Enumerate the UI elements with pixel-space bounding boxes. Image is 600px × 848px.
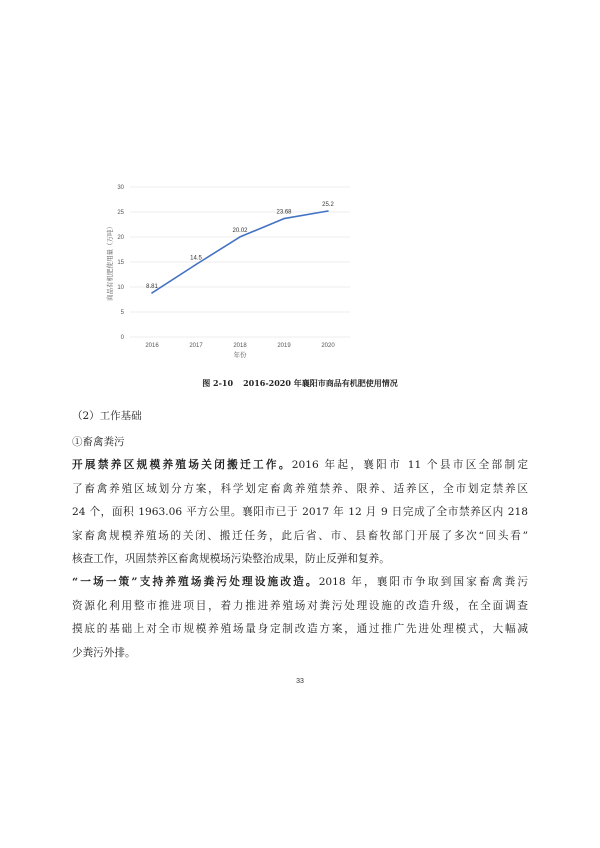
y-tick-label: 0 <box>120 335 124 341</box>
data-label: 25.2 <box>322 202 334 208</box>
paragraph-2-lead: “一场一策”支持养殖场粪污处理设施改造。 <box>72 576 319 588</box>
y-axis-label: 商品有机肥使用量（万吨） <box>106 223 114 301</box>
section-heading: （2）工作基础 <box>72 410 142 422</box>
x-tick-label: 2018 <box>233 343 247 349</box>
chart-svg <box>105 178 355 366</box>
paragraph-2 <box>72 571 528 665</box>
figure-title: 2016-2020 年襄阳市商品有机肥使用情况 <box>243 378 398 388</box>
y-tick-label: 20 <box>117 235 124 241</box>
paragraph-2-text: 2018 年，襄阳市争取到国家畜禽粪污 <box>318 576 528 588</box>
data-point <box>283 218 285 220</box>
paragraph-2-line-2: 资源化利用整市推进项目，着力推进养殖场对粪污处理设施的改造升级，在全面调查 <box>72 599 528 612</box>
line-chart <box>105 178 355 366</box>
data-label: 14.5 <box>190 255 202 262</box>
paragraph-1-line-1 <box>72 454 528 478</box>
paragraph-1 <box>72 454 528 572</box>
y-tick-label: 30 <box>117 185 124 191</box>
data-label: 23.68 <box>276 209 292 216</box>
paragraph-1-line-5: 核查工作，巩固禁养区畜禽规模场污染整治成果，防止反弹和复养。 <box>72 553 390 565</box>
data-label: 20.02 <box>232 227 248 234</box>
x-tick-label: 2016 <box>145 343 159 349</box>
paragraph-2-line-4: 少粪污外排。 <box>72 646 136 659</box>
subsection-heading: ①畜禽粪污 <box>72 436 125 448</box>
y-tick-label: 25 <box>117 210 124 216</box>
paragraph-1-line-4: 家畜禽规模养殖场的关闭、搬迁任务，此后省、市、县畜牧部门开展了多次“回头看” <box>72 529 528 542</box>
data-point <box>195 264 197 266</box>
paragraph-2-line-1 <box>72 571 528 595</box>
paragraph-1-text: 2016 年起，襄阳市 11 个县市区全部制定 <box>291 459 529 471</box>
paragraph-1-line-2: 了畜禽养殖区域划分方案，科学划定畜禽养殖禁养、限养、适养区，全市划定禁养区 <box>72 482 528 495</box>
x-tick-label: 2019 <box>277 343 291 349</box>
page-number: 33 <box>296 678 304 685</box>
data-point <box>239 236 241 238</box>
y-tick-label: 10 <box>117 285 124 291</box>
x-tick-label: 2017 <box>189 343 203 349</box>
paragraph-2-line-3: 摸底的基础上对全市规模养殖场量身定制改造方案，通过推广先进处理模式，大幅减 <box>72 623 528 635</box>
data-point <box>151 292 153 294</box>
x-tick-label: 2020 <box>321 343 335 349</box>
y-tick-label: 15 <box>117 260 124 266</box>
x-axis-label: 年份 <box>233 351 247 359</box>
figure-number: 图 2-10 <box>202 378 234 388</box>
figure-caption <box>0 378 600 389</box>
data-point <box>327 210 329 212</box>
series-line <box>152 211 328 293</box>
y-tick-label: 5 <box>120 310 124 316</box>
paragraph-1-line-3: 24 个，面积 1963.06 平方公里。襄阳市已于 2017 年 12 月 9 日完成了全市禁养区内 218 <box>72 506 528 518</box>
paragraph-1-lead: 开展禁养区规模养殖场关闭搬迁工作。 <box>72 459 292 471</box>
data-label: 8.81 <box>146 283 158 290</box>
